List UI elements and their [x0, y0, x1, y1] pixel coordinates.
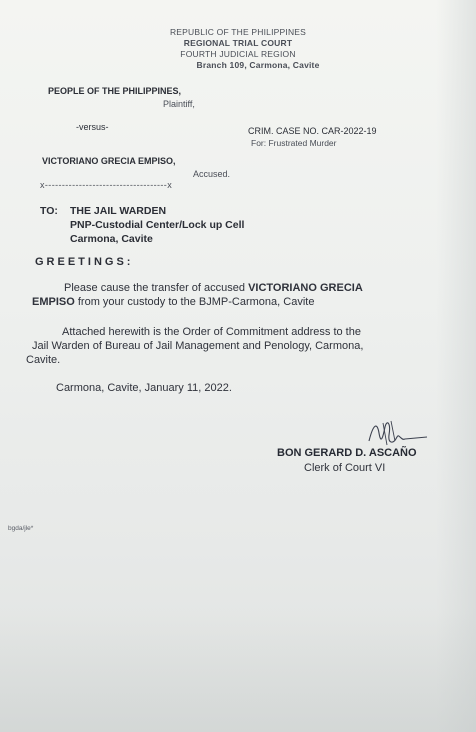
header-court: REGIONAL TRIAL COURT	[183, 38, 293, 48]
signatory-title: Clerk of Court VI	[304, 462, 386, 474]
accused-name: VICTORIANO GRECIA EMPISO,	[42, 156, 176, 166]
caption-divider: x------------------------------------x	[40, 180, 173, 190]
header-region: FOURTH JUDICIAL REGION	[180, 49, 296, 59]
header-branch: Branch 109, Carmona, Cavite	[196, 60, 320, 70]
case-nature: For: Frustrated Murder	[251, 138, 337, 148]
signatory-name: BON GERARD D. ASCAÑO	[277, 447, 417, 459]
accused-name-inline: VICTORIANO GRECIA	[248, 282, 363, 294]
para1-line2: EMPISO from your custody to the BJMP-Carmona, Cavite	[32, 296, 315, 308]
greetings-heading: GREETINGS:	[35, 256, 134, 268]
para2-line2: Jail Warden of Bureau of Jail Management and Penology, Carmona,	[32, 340, 364, 352]
addressee-line-1: THE JAIL WARDEN	[70, 205, 167, 217]
addressee-to-label: TO:	[40, 205, 58, 217]
addressee-line-3: Carmona, Cavite	[70, 233, 153, 245]
para2-line1: Attached herewith is the Order of Commitment address to the	[62, 326, 361, 338]
accused-surname-inline: EMPISO	[32, 296, 75, 308]
versus-label: -versus-	[76, 122, 109, 132]
plaintiff-name: PEOPLE OF THE PHILIPPINES,	[48, 86, 182, 96]
accused-label: Accused.	[193, 169, 231, 179]
case-number: CRIM. CASE NO. CAR-2022-19	[248, 126, 377, 136]
para1-line1: Please cause the transfer of accused VICTORIANO GRECIA	[64, 282, 363, 294]
addressee-line-2: PNP-Custodial Center/Lock up Cell	[70, 219, 245, 231]
header-republic: REPUBLIC OF THE PHILIPPINES	[169, 27, 307, 37]
para2-line3: Cavite.	[26, 354, 61, 366]
initials-reference: bgda/jle*	[8, 525, 34, 532]
date-line: Carmona, Cavite, January 11, 2022.	[56, 382, 232, 394]
paper-shadow-bottom	[0, 612, 476, 732]
plaintiff-label: Plaintiff,	[163, 99, 195, 109]
